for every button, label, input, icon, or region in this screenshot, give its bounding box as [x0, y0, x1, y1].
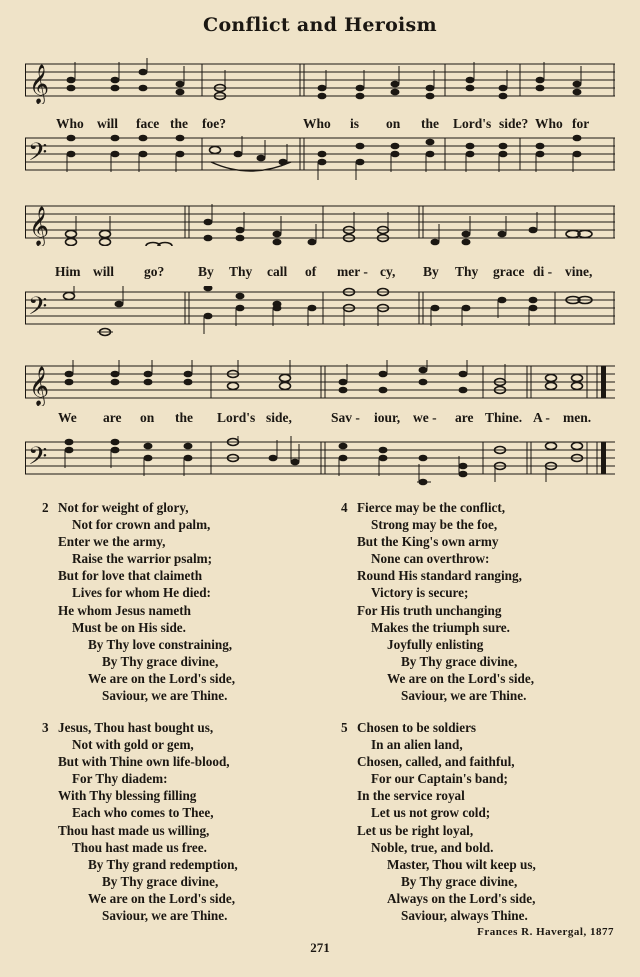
lyric-syllable: on: [386, 116, 401, 131]
verse-line: Let us not grow cold;: [371, 805, 491, 821]
verse-line: We are on the Lord's side,: [88, 670, 236, 686]
verse-line: By Thy grand redemption,: [88, 856, 238, 872]
verse-line: But with Thine own life-blood,: [58, 754, 230, 770]
lyric-syllable: We: [58, 410, 77, 425]
verse-line: Noble, true, and bold.: [371, 839, 494, 855]
lyric-syllable: are: [455, 410, 474, 425]
treble-staff: [25, 200, 615, 246]
verse-line: Saviour, always Thine.: [401, 908, 528, 924]
lyric-syllable: A -: [533, 410, 550, 425]
lyric-syllable: Sav -: [331, 410, 360, 425]
lyric-syllable: Thy: [455, 264, 479, 279]
lyric-syllable: side,: [266, 410, 292, 425]
treble-staff: [25, 360, 615, 406]
lyric-syllable: grace: [493, 264, 525, 279]
verse-number: 3: [42, 720, 49, 735]
verse-line: Round His standard ranging,: [357, 568, 522, 584]
verse-line: We are on the Lord's side,: [88, 890, 236, 906]
verse-line: Thou hast made us willing,: [58, 822, 210, 838]
lyric-syllable: face: [136, 116, 160, 131]
verse-line: For our Captain's band;: [371, 771, 508, 787]
lyric-syllable: are: [103, 410, 122, 425]
treble-staff-svg: [25, 200, 615, 246]
lyric-syllable: Thy: [229, 264, 253, 279]
page-number: 271: [310, 940, 330, 955]
bass-staff-svg: [25, 286, 615, 348]
lyric-syllable: the: [175, 410, 193, 425]
bass-staff: [25, 286, 615, 348]
verse-number: 2: [42, 500, 49, 515]
bass-staff-svg: [25, 132, 615, 192]
lyric-syllable: By: [198, 264, 214, 279]
verse-line: But the King's own army: [357, 534, 499, 550]
verse-line: None can overthrow:: [371, 551, 490, 567]
bass-staff: [25, 436, 615, 498]
lyric-syllable: will: [93, 264, 115, 279]
lyric-syllable: we -: [413, 410, 437, 425]
lyric-syllable: Who: [56, 116, 84, 131]
lyric-syllable: for: [572, 116, 590, 131]
verse-line: Let us be right loyal,: [357, 822, 474, 838]
treble-staff: [25, 58, 615, 104]
author-credit: Frances R. Havergal, 1877: [477, 926, 614, 938]
verse-line: Strong may be the foe,: [371, 517, 498, 533]
lyric-syllable: foe?: [202, 116, 226, 131]
svg-text:𝄞: 𝄞: [29, 206, 50, 246]
verse-3: [42, 719, 238, 924]
verse-line: In an alien land,: [371, 737, 463, 753]
verse-line: Each who comes to Thee,: [72, 805, 214, 821]
music-system-2: [25, 200, 615, 327]
verse-line: But for love that claimeth: [58, 568, 203, 584]
lyric-syllable: Who: [303, 116, 331, 131]
lyric-syllable: iour,: [374, 410, 401, 425]
lyric-syllable: side?: [499, 116, 529, 131]
verse-line: Always on the Lord's side,: [387, 890, 536, 906]
lyric-syllable: mer -: [337, 264, 368, 279]
lyric-syllable: Him: [55, 264, 81, 279]
verse-number: 5: [341, 720, 348, 735]
svg-text:𝄞: 𝄞: [29, 64, 50, 104]
verse-line: Chosen to be soldiers: [357, 720, 477, 735]
verse-line: Chosen, called, and faithful,: [357, 754, 515, 770]
verse-line: With Thy blessing filling: [58, 788, 197, 804]
verse-line: He whom Jesus nameth: [58, 602, 191, 618]
verse-line: By Thy grace divine,: [102, 873, 219, 889]
lyric-syllable: the: [421, 116, 439, 131]
verse-line: Joyfully enlisting: [387, 636, 484, 652]
lyric-syllable: vine,: [565, 264, 593, 279]
verse-line: Saviour, we are Thine.: [102, 688, 228, 704]
music-system-1: [25, 58, 615, 173]
lyric-syllable: Thine.: [485, 410, 523, 425]
verse-line: Saviour, we are Thine.: [401, 688, 527, 704]
verse-line: For His truth unchanging: [357, 602, 502, 618]
verse-line: Lives for whom He died:: [72, 585, 211, 601]
bass-staff: [25, 132, 615, 192]
hymn-title: Conflict and Heroism: [203, 14, 437, 36]
verse-line: By Thy grace divine,: [401, 873, 518, 889]
verse-line: Not for weight of glory,: [58, 500, 189, 515]
verse-2: [42, 499, 236, 704]
svg-text:𝄢: 𝄢: [28, 292, 48, 327]
verse-line: Enter we the army,: [58, 534, 166, 550]
verse-line: By Thy grace divine,: [401, 653, 518, 669]
treble-staff-svg: [25, 360, 615, 406]
verse-line: Fierce may be the conflict,: [357, 500, 506, 515]
verse-line: Makes the triumph sure.: [371, 619, 510, 635]
lyric-syllable: Lord's: [217, 410, 256, 425]
verse-line: Victory is secure;: [371, 585, 469, 601]
verse-line: We are on the Lord's side,: [387, 670, 535, 686]
music-system-3: [25, 360, 615, 477]
verse-line: For Thy diadem:: [72, 771, 168, 787]
verse-line: Raise the warrior psalm;: [72, 551, 213, 567]
lyric-syllable: di -: [533, 264, 553, 279]
verse-line: Thou hast made us free.: [72, 839, 207, 855]
lyric-syllable: is: [350, 116, 360, 131]
treble-staff-svg: [25, 58, 615, 104]
verse-line: Must be on His side.: [72, 619, 186, 635]
lyric-syllable: cy,: [380, 264, 396, 279]
lyric-syllable: Who: [535, 116, 563, 131]
lyric-syllable: on: [140, 410, 155, 425]
svg-text:𝄢: 𝄢: [28, 442, 48, 477]
lyric-syllable: the: [170, 116, 188, 131]
lyric-syllable: will: [97, 116, 119, 131]
lyric-syllable: By: [423, 264, 439, 279]
lyric-syllable: Lord's: [453, 116, 492, 131]
lyric-syllable: men.: [563, 410, 592, 425]
verse-line: Not for crown and palm,: [72, 517, 211, 533]
verse-number: 4: [341, 500, 348, 515]
lyric-syllable: call: [267, 264, 288, 279]
verse-line: Not with gold or gem,: [72, 737, 194, 753]
bass-staff-svg: [25, 436, 615, 498]
lyric-syllable: of: [305, 264, 317, 279]
lyric-syllable: go?: [144, 264, 165, 279]
verse-line: Saviour, we are Thine.: [102, 908, 228, 924]
verse-line: In the service royal: [357, 788, 465, 804]
verse-line: Jesus, Thou hast bought us,: [58, 720, 214, 735]
verse-line: By Thy love constraining,: [88, 636, 233, 652]
svg-text:𝄢: 𝄢: [28, 138, 48, 173]
svg-text:𝄞: 𝄞: [29, 366, 50, 406]
verse-4: [341, 499, 535, 704]
verse-line: By Thy grace divine,: [102, 653, 219, 669]
verse-line: Master, Thou wilt keep us,: [387, 856, 536, 872]
verse-5: [341, 719, 536, 924]
